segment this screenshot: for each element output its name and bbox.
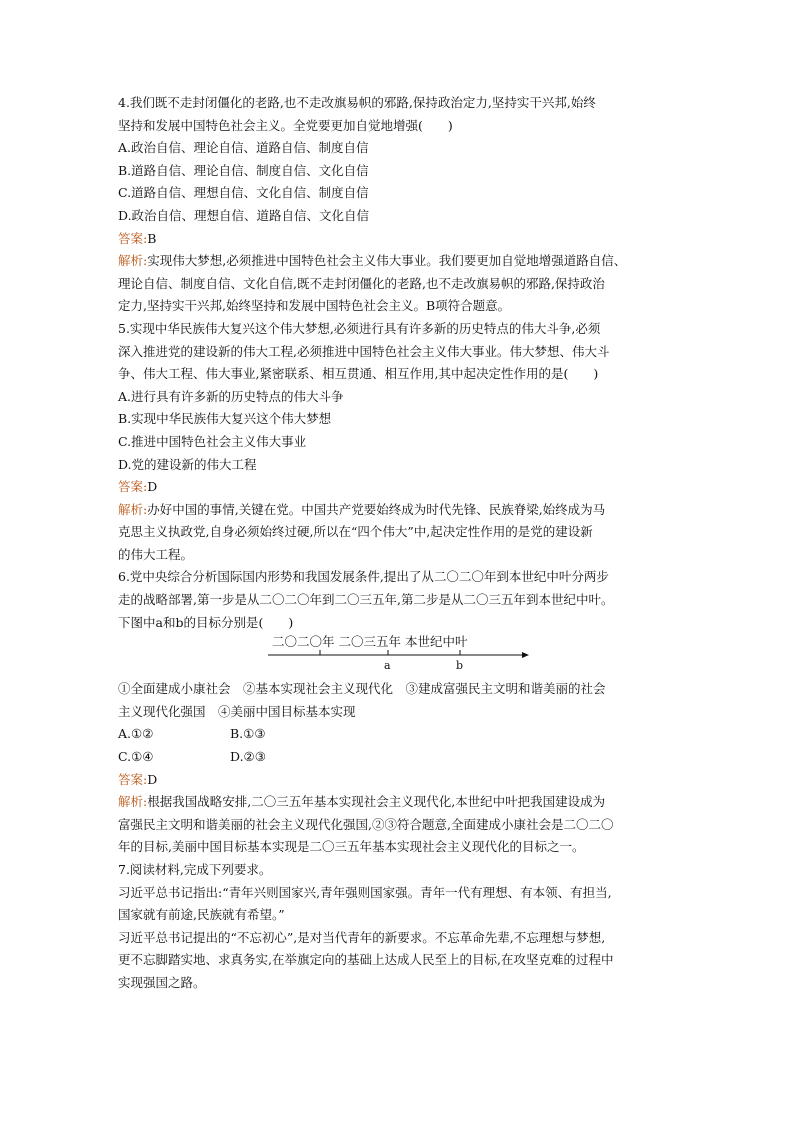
question-stem: 下图中a和b的目标分别是( ) xyxy=(118,614,294,630)
timeline-label-b: b xyxy=(456,659,464,673)
option-row xyxy=(118,746,678,769)
answer-line xyxy=(118,476,678,499)
question-page xyxy=(118,92,678,995)
question-7 xyxy=(118,859,678,995)
analysis-label: 解析: xyxy=(118,253,148,269)
option-a: A.进行具有许多新的历史特点的伟大斗争 xyxy=(118,388,344,404)
timeline-labels: 二〇二〇年 二〇三五年 本世纪中叶 xyxy=(272,634,468,650)
material-text: 更不忘脚踏实地、求真务实,在举旗定向的基础上达成人民至上的目标,在攻坚克难的过程中 xyxy=(118,952,614,968)
material-text: 国家就有前途,民族就有希望。” xyxy=(118,907,285,923)
timeline-diagram xyxy=(118,634,678,678)
option-a: A.①② xyxy=(118,726,154,742)
question-stem: 7.阅读材料,完成下列要求。 xyxy=(118,862,272,877)
analysis-label: 解析: xyxy=(118,794,148,810)
option-b: B.道路自信、理论自信、制度自信、文化自信 xyxy=(118,162,369,178)
question-stem: 4.我们既不走封闭僵化的老路,也不走改旗易帜的邪路,保持政治定力,坚持实干兴邦,始终 xyxy=(118,95,596,110)
option-c: C.①④ xyxy=(118,749,154,765)
analysis-text: 办好中国的事情,关键在党。中国共产党要始终成为时代先锋、民族脊梁,始终成为马 xyxy=(147,501,606,517)
material-text: 实现强国之路。 xyxy=(118,974,206,990)
analysis-text: 克思主义执政党,自身必须始终过硬,所以在“四个伟大”中,起决定性作用的是党的建设新 xyxy=(118,524,593,540)
answer-line xyxy=(118,769,678,792)
question-stem: 5.实现中华民族伟大复兴这个伟大梦想,必须进行具有许多新的历史特点的伟大斗争,必须 xyxy=(118,320,601,336)
question-stem: 坚持和发展中国特色社会主义。全党要更加自觉地增强( ) xyxy=(118,117,453,133)
timeline-arrowhead xyxy=(522,652,529,658)
option-c: C.道路自信、理想自信、文化自信、制度自信 xyxy=(118,185,369,201)
answer-value: D xyxy=(147,479,158,495)
analysis-label: 解析: xyxy=(118,501,148,517)
analysis-line xyxy=(118,791,678,814)
analysis-text: 定力,坚持实干兴邦,始终坚持和发展中国特色社会主义。B项符合题意。 xyxy=(118,298,511,314)
timeline-axis xyxy=(268,650,530,660)
option-d: D.政治自信、理想自信、道路自信、文化自信 xyxy=(118,207,370,223)
question-5 xyxy=(118,318,678,567)
option-b: B.①③ xyxy=(230,726,266,742)
answer-label: 答案: xyxy=(118,230,148,246)
question-stem: 争、伟大工程、伟大事业,紧密联系、相互贯通、相互作用,其中起决定性作用的是( ) xyxy=(118,366,599,382)
answer-value: B xyxy=(147,230,157,246)
analysis-text: 实现伟大梦想,必须推进中国特色社会主义伟大事业。我们要更加自觉地增强道路自信、 xyxy=(147,253,627,269)
answer-label: 答案: xyxy=(118,479,148,495)
analysis-line xyxy=(118,499,678,522)
timeline-label-a: a xyxy=(384,659,391,673)
analysis-text: 根据我国战略安排,二〇三五年基本实现社会主义现代化,本世纪中叶把我国建设成为 xyxy=(147,794,606,810)
choice-items: 主义现代化强国 ④美丽中国目标基本实现 xyxy=(118,703,356,719)
option-b: B.实现中华民族伟大复兴这个伟大梦想 xyxy=(118,411,332,427)
question-6 xyxy=(118,566,678,859)
question-stem: 深入推进党的建设新的伟大工程,必须推进中国特色社会主义伟大事业。伟大梦想、伟大斗 xyxy=(118,343,610,359)
option-d: D.党的建设新的伟大工程 xyxy=(118,456,257,472)
question-stem: 6.党中央综合分析国际国内形势和我国发展条件,提出了从二〇二〇年到本世纪中叶分两步 xyxy=(118,569,609,585)
material-text: 习近平总书记提出的“不忘初心”,是对当代青年的新要求。不忘革命先辈,不忘理想与梦想, xyxy=(118,929,606,945)
answer-label: 答案: xyxy=(118,771,148,787)
option-d: D.②③ xyxy=(230,749,266,765)
answer-value: D xyxy=(147,771,158,787)
analysis-text: 的伟大工程。 xyxy=(118,546,194,562)
option-a: A.政治自信、理论自信、道路自信、制度自信 xyxy=(118,140,369,156)
question-4 xyxy=(118,92,678,318)
analysis-text: 富强民主文明和谐美丽的社会主义现代化强国,②③符合题意,全面建成小康社会是二〇二〇 xyxy=(118,816,614,832)
option-row xyxy=(118,723,678,746)
analysis-text: 理论自信、制度自信、文化自信,既不走封闭僵化的老路,也不走改旗易帜的邪路,保持政治 xyxy=(118,275,605,291)
option-c: C.推进中国特色社会主义伟大事业 xyxy=(118,433,307,449)
analysis-text: 年的目标,美丽中国目标基本实现是二〇三五年基本实现社会主义现代化的目标之一。 xyxy=(118,839,585,855)
choice-items: ①全面建成小康社会 ②基本实现社会主义现代化 ③建成富强民主文明和谐美丽的社会 xyxy=(118,681,606,697)
question-stem: 走的战略部署,第一步是从二〇二〇年到二〇三五年,第二步是从二〇三五年到本世纪中叶。 xyxy=(118,592,614,608)
answer-line xyxy=(118,228,678,251)
material-text: 习近平总书记指出:“青年兴则国家兴,青年强则国家强。青年一代有理想、有本领、有担当, xyxy=(118,884,612,900)
analysis-line xyxy=(118,250,678,273)
